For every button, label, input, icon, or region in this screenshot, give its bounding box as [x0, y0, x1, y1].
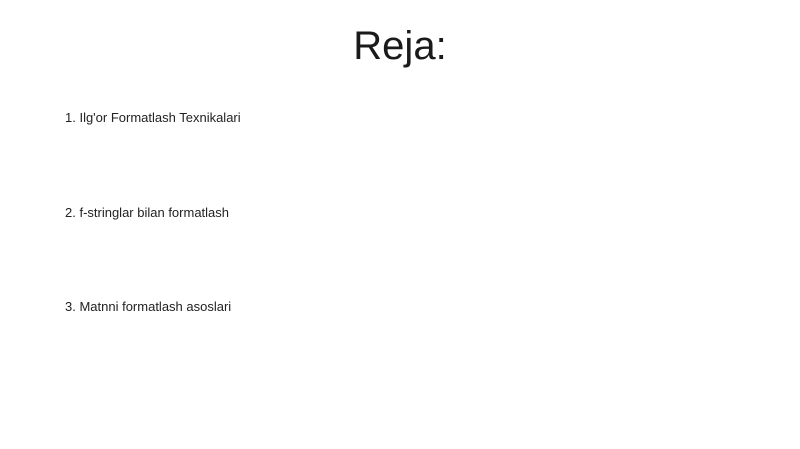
plan-list: [65, 0, 765, 449]
slide-title: Reja:: [353, 24, 447, 68]
plan-item-1: 1. Ilg'or Formatlash Texnikalari: [65, 110, 241, 125]
plan-item-2: 2. f-stringlar bilan formatlash: [65, 205, 230, 220]
plan-item-3: 3. Matnni formatlash asoslari: [65, 299, 232, 314]
